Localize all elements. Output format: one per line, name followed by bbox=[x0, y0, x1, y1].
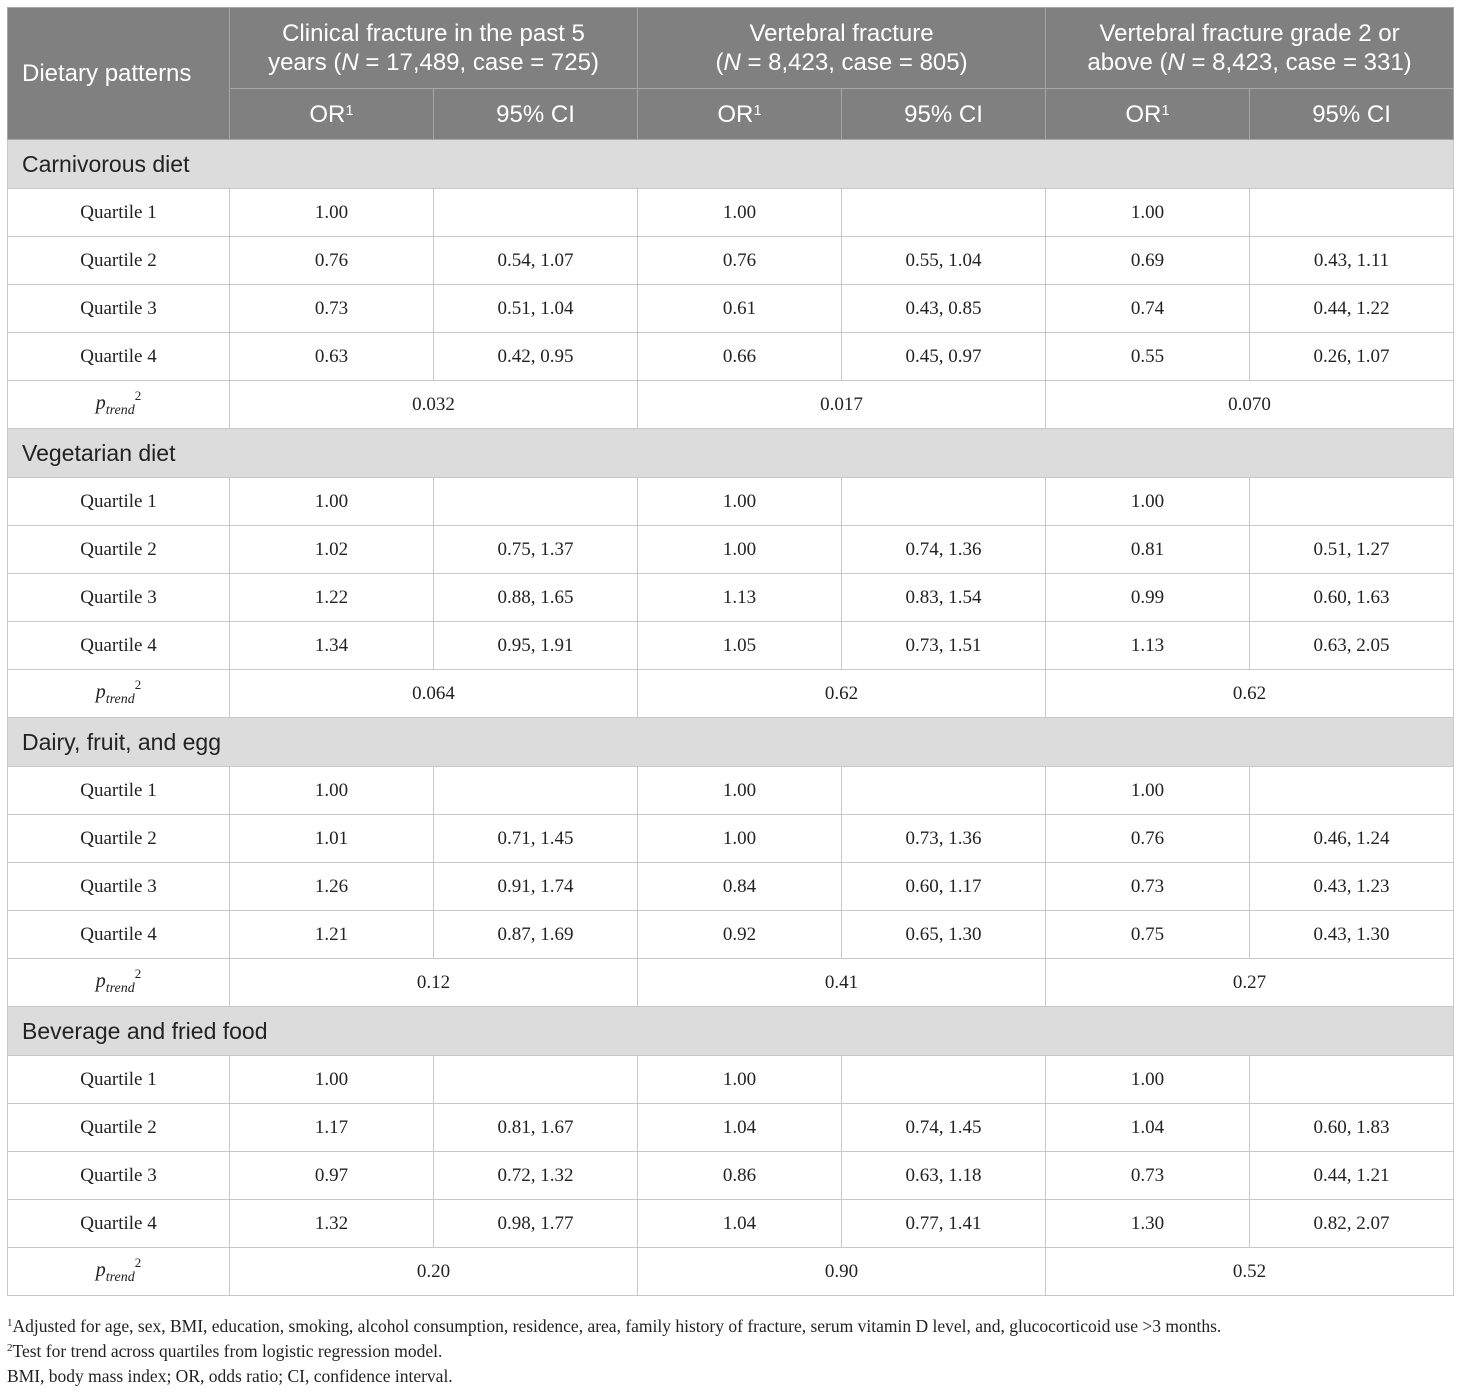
section-header-row bbox=[8, 718, 1454, 767]
ci-cell: 0.51, 1.27 bbox=[1250, 526, 1454, 574]
or-cell: 1.00 bbox=[1046, 767, 1250, 815]
ci-cell: 0.98, 1.77 bbox=[434, 1200, 638, 1248]
ci-cell: 0.43, 0.85 bbox=[842, 285, 1046, 333]
or-cell: 1.00 bbox=[230, 767, 434, 815]
ci-cell: 0.43, 1.11 bbox=[1250, 237, 1454, 285]
section-title: Beverage and fried food bbox=[8, 1007, 1454, 1056]
ci-cell: 0.65, 1.30 bbox=[842, 911, 1046, 959]
ci-cell: 0.87, 1.69 bbox=[434, 911, 638, 959]
section-header-row bbox=[8, 140, 1454, 189]
or-cell: 0.74 bbox=[1046, 285, 1250, 333]
ci-cell: 0.42, 0.95 bbox=[434, 333, 638, 381]
ci-cell: 0.51, 1.04 bbox=[434, 285, 638, 333]
footnote: $^1$Adjusted for age, sex, BMI, education, smoking, alcohol consumption, residence, area, family history of fracture, serum vitamin D level, and, glucocorticoid use >3 months. bbox=[7, 1316, 1222, 1336]
or-cell: 0.61 bbox=[638, 285, 842, 333]
ptrend-value: 0.90 bbox=[638, 1248, 1046, 1296]
or-cell: 1.00 bbox=[638, 815, 842, 863]
or-cell: 1.30 bbox=[1046, 1200, 1250, 1248]
ci-cell bbox=[1250, 478, 1454, 526]
quartile-label: Quartile 4 bbox=[8, 911, 230, 959]
ci-cell: 0.91, 1.74 bbox=[434, 863, 638, 911]
quartile-label: Quartile 3 bbox=[8, 1152, 230, 1200]
quartile-label: Quartile 3 bbox=[8, 285, 230, 333]
or-cell: 0.86 bbox=[638, 1152, 842, 1200]
ci-cell: 0.45, 0.97 bbox=[842, 333, 1046, 381]
quartile-label: Quartile 1 bbox=[8, 767, 230, 815]
group-header-vertebral-grade2: Vertebral fracture grade 2 or above (N = 8,423, case = 331) bbox=[1046, 8, 1454, 89]
ci-cell: 0.60, 1.83 bbox=[1250, 1104, 1454, 1152]
table-header bbox=[8, 8, 1454, 140]
ci-cell: 0.81, 1.67 bbox=[434, 1104, 638, 1152]
footnote: BMI, body mass index; OR, odds ratio; CI, confidence interval. bbox=[7, 1366, 453, 1386]
ci-cell bbox=[842, 1056, 1046, 1104]
table-row bbox=[8, 285, 1454, 333]
group-header-vertebral: Vertebral fracture (N = 8,423, case = 805) bbox=[638, 8, 1046, 89]
or-cell: 1.00 bbox=[1046, 189, 1250, 237]
table-row bbox=[8, 237, 1454, 285]
or-cell: 1.00 bbox=[638, 767, 842, 815]
ptrend-row bbox=[8, 959, 1454, 1007]
ci-cell: 0.74, 1.36 bbox=[842, 526, 1046, 574]
ptrend-value: 0.064 bbox=[230, 670, 638, 718]
or-cell: 1.13 bbox=[638, 574, 842, 622]
ci-header: 95% CI bbox=[434, 89, 638, 140]
ptrend-label: $p_{trend}^2$ bbox=[8, 381, 230, 429]
or-header: $OR^1$ bbox=[230, 89, 434, 140]
or-cell: 0.76 bbox=[1046, 815, 1250, 863]
or-cell: 0.73 bbox=[230, 285, 434, 333]
or-cell: 1.22 bbox=[230, 574, 434, 622]
ptrend-label: $p_{trend}^2$ bbox=[8, 670, 230, 718]
table-row bbox=[8, 333, 1454, 381]
footnotes bbox=[7, 1314, 1453, 1389]
or-cell: 1.00 bbox=[638, 478, 842, 526]
table-row bbox=[8, 815, 1454, 863]
table-row bbox=[8, 863, 1454, 911]
quartile-label: Quartile 3 bbox=[8, 574, 230, 622]
ptrend-value: 0.62 bbox=[638, 670, 1046, 718]
ptrend-value: 0.27 bbox=[1046, 959, 1454, 1007]
ptrend-value: 0.017 bbox=[638, 381, 1046, 429]
ci-cell: 0.63, 1.18 bbox=[842, 1152, 1046, 1200]
section-header-row bbox=[8, 1007, 1454, 1056]
or-header: $OR^1$ bbox=[1046, 89, 1250, 140]
quartile-label: Quartile 2 bbox=[8, 237, 230, 285]
ci-cell bbox=[1250, 767, 1454, 815]
or-cell: 0.63 bbox=[230, 333, 434, 381]
or-cell: 1.00 bbox=[1046, 1056, 1250, 1104]
or-cell: 0.76 bbox=[638, 237, 842, 285]
ci-cell: 0.63, 2.05 bbox=[1250, 622, 1454, 670]
ci-cell bbox=[1250, 1056, 1454, 1104]
or-cell: 1.00 bbox=[230, 1056, 434, 1104]
ptrend-value: 0.41 bbox=[638, 959, 1046, 1007]
quartile-label: Quartile 1 bbox=[8, 189, 230, 237]
quartile-label: Quartile 1 bbox=[8, 1056, 230, 1104]
or-cell: 1.21 bbox=[230, 911, 434, 959]
table-row bbox=[8, 1056, 1454, 1104]
or-cell: 1.04 bbox=[1046, 1104, 1250, 1152]
or-cell: 1.00 bbox=[230, 478, 434, 526]
table-row bbox=[8, 189, 1454, 237]
dietary-patterns-header: Dietary patterns bbox=[8, 8, 230, 140]
ci-cell: 0.88, 1.65 bbox=[434, 574, 638, 622]
quartile-label: Quartile 2 bbox=[8, 526, 230, 574]
or-header: $OR^1$ bbox=[638, 89, 842, 140]
ci-cell bbox=[434, 478, 638, 526]
or-cell: 1.17 bbox=[230, 1104, 434, 1152]
or-cell: 0.55 bbox=[1046, 333, 1250, 381]
table-row bbox=[8, 478, 1454, 526]
table-row bbox=[8, 1200, 1454, 1248]
or-cell: 1.34 bbox=[230, 622, 434, 670]
or-cell: 1.05 bbox=[638, 622, 842, 670]
or-cell: 0.76 bbox=[230, 237, 434, 285]
or-cell: 1.00 bbox=[638, 526, 842, 574]
ptrend-value: 0.070 bbox=[1046, 381, 1454, 429]
ci-header: 95% CI bbox=[1250, 89, 1454, 140]
ci-cell bbox=[842, 189, 1046, 237]
ci-cell: 0.77, 1.41 bbox=[842, 1200, 1046, 1248]
section-title: Carnivorous diet bbox=[8, 140, 1454, 189]
or-cell: 1.00 bbox=[638, 189, 842, 237]
ci-cell: 0.55, 1.04 bbox=[842, 237, 1046, 285]
section-title: Dairy, fruit, and egg bbox=[8, 718, 1454, 767]
ptrend-row bbox=[8, 381, 1454, 429]
table-row bbox=[8, 622, 1454, 670]
ci-cell: 0.82, 2.07 bbox=[1250, 1200, 1454, 1248]
footnote: $^2$Test for trend across quartiles from logistic regression model. bbox=[7, 1341, 443, 1361]
ci-cell bbox=[842, 478, 1046, 526]
ci-cell: 0.46, 1.24 bbox=[1250, 815, 1454, 863]
ci-cell: 0.73, 1.36 bbox=[842, 815, 1046, 863]
ci-cell bbox=[434, 189, 638, 237]
ci-cell: 0.75, 1.37 bbox=[434, 526, 638, 574]
ci-cell: 0.54, 1.07 bbox=[434, 237, 638, 285]
table-row bbox=[8, 574, 1454, 622]
quartile-label: Quartile 3 bbox=[8, 863, 230, 911]
or-cell: 0.75 bbox=[1046, 911, 1250, 959]
table-row bbox=[8, 767, 1454, 815]
ci-cell: 0.73, 1.51 bbox=[842, 622, 1046, 670]
ptrend-row bbox=[8, 670, 1454, 718]
quartile-label: Quartile 4 bbox=[8, 333, 230, 381]
ci-cell: 0.71, 1.45 bbox=[434, 815, 638, 863]
ptrend-value: 0.52 bbox=[1046, 1248, 1454, 1296]
or-cell: 0.73 bbox=[1046, 1152, 1250, 1200]
table-row bbox=[8, 526, 1454, 574]
quartile-label: Quartile 1 bbox=[8, 478, 230, 526]
ci-cell: 0.43, 1.30 bbox=[1250, 911, 1454, 959]
ci-cell: 0.60, 1.17 bbox=[842, 863, 1046, 911]
ptrend-value: 0.62 bbox=[1046, 670, 1454, 718]
ptrend-row bbox=[8, 1248, 1454, 1296]
or-cell: 0.92 bbox=[638, 911, 842, 959]
ci-header: 95% CI bbox=[842, 89, 1046, 140]
ci-cell bbox=[434, 1056, 638, 1104]
or-cell: 1.26 bbox=[230, 863, 434, 911]
ci-cell: 0.72, 1.32 bbox=[434, 1152, 638, 1200]
table-row bbox=[8, 1104, 1454, 1152]
group-header-clinical: Clinical fracture in the past 5 years (N = 17,489, case = 725) bbox=[230, 8, 638, 89]
ci-cell: 0.60, 1.63 bbox=[1250, 574, 1454, 622]
ci-cell bbox=[842, 767, 1046, 815]
ci-cell: 0.95, 1.91 bbox=[434, 622, 638, 670]
or-cell: 1.32 bbox=[230, 1200, 434, 1248]
results-table bbox=[7, 7, 1454, 1296]
section-header-row bbox=[8, 429, 1454, 478]
quartile-label: Quartile 4 bbox=[8, 622, 230, 670]
ci-cell: 0.44, 1.22 bbox=[1250, 285, 1454, 333]
table-row bbox=[8, 1152, 1454, 1200]
or-cell: 1.02 bbox=[230, 526, 434, 574]
ptrend-label: $p_{trend}^2$ bbox=[8, 959, 230, 1007]
ptrend-value: 0.20 bbox=[230, 1248, 638, 1296]
ci-cell: 0.74, 1.45 bbox=[842, 1104, 1046, 1152]
or-cell: 1.13 bbox=[1046, 622, 1250, 670]
ptrend-value: 0.032 bbox=[230, 381, 638, 429]
or-cell: 0.69 bbox=[1046, 237, 1250, 285]
or-cell: 1.00 bbox=[230, 189, 434, 237]
ci-cell: 0.43, 1.23 bbox=[1250, 863, 1454, 911]
ci-cell: 0.44, 1.21 bbox=[1250, 1152, 1454, 1200]
ci-cell: 0.26, 1.07 bbox=[1250, 333, 1454, 381]
ci-cell bbox=[1250, 189, 1454, 237]
or-cell: 0.73 bbox=[1046, 863, 1250, 911]
or-cell: 0.99 bbox=[1046, 574, 1250, 622]
table-body bbox=[8, 140, 1454, 1296]
section-title: Vegetarian diet bbox=[8, 429, 1454, 478]
ptrend-value: 0.12 bbox=[230, 959, 638, 1007]
or-cell: 0.97 bbox=[230, 1152, 434, 1200]
quartile-label: Quartile 4 bbox=[8, 1200, 230, 1248]
or-cell: 0.66 bbox=[638, 333, 842, 381]
ci-cell bbox=[434, 767, 638, 815]
or-cell: 1.01 bbox=[230, 815, 434, 863]
or-cell: 1.00 bbox=[1046, 478, 1250, 526]
or-cell: 1.04 bbox=[638, 1200, 842, 1248]
ci-cell: 0.83, 1.54 bbox=[842, 574, 1046, 622]
quartile-label: Quartile 2 bbox=[8, 1104, 230, 1152]
ptrend-label: $p_{trend}^2$ bbox=[8, 1248, 230, 1296]
or-cell: 1.04 bbox=[638, 1104, 842, 1152]
table-row bbox=[8, 911, 1454, 959]
or-cell: 1.00 bbox=[638, 1056, 842, 1104]
or-cell: 0.81 bbox=[1046, 526, 1250, 574]
or-cell: 0.84 bbox=[638, 863, 842, 911]
quartile-label: Quartile 2 bbox=[8, 815, 230, 863]
